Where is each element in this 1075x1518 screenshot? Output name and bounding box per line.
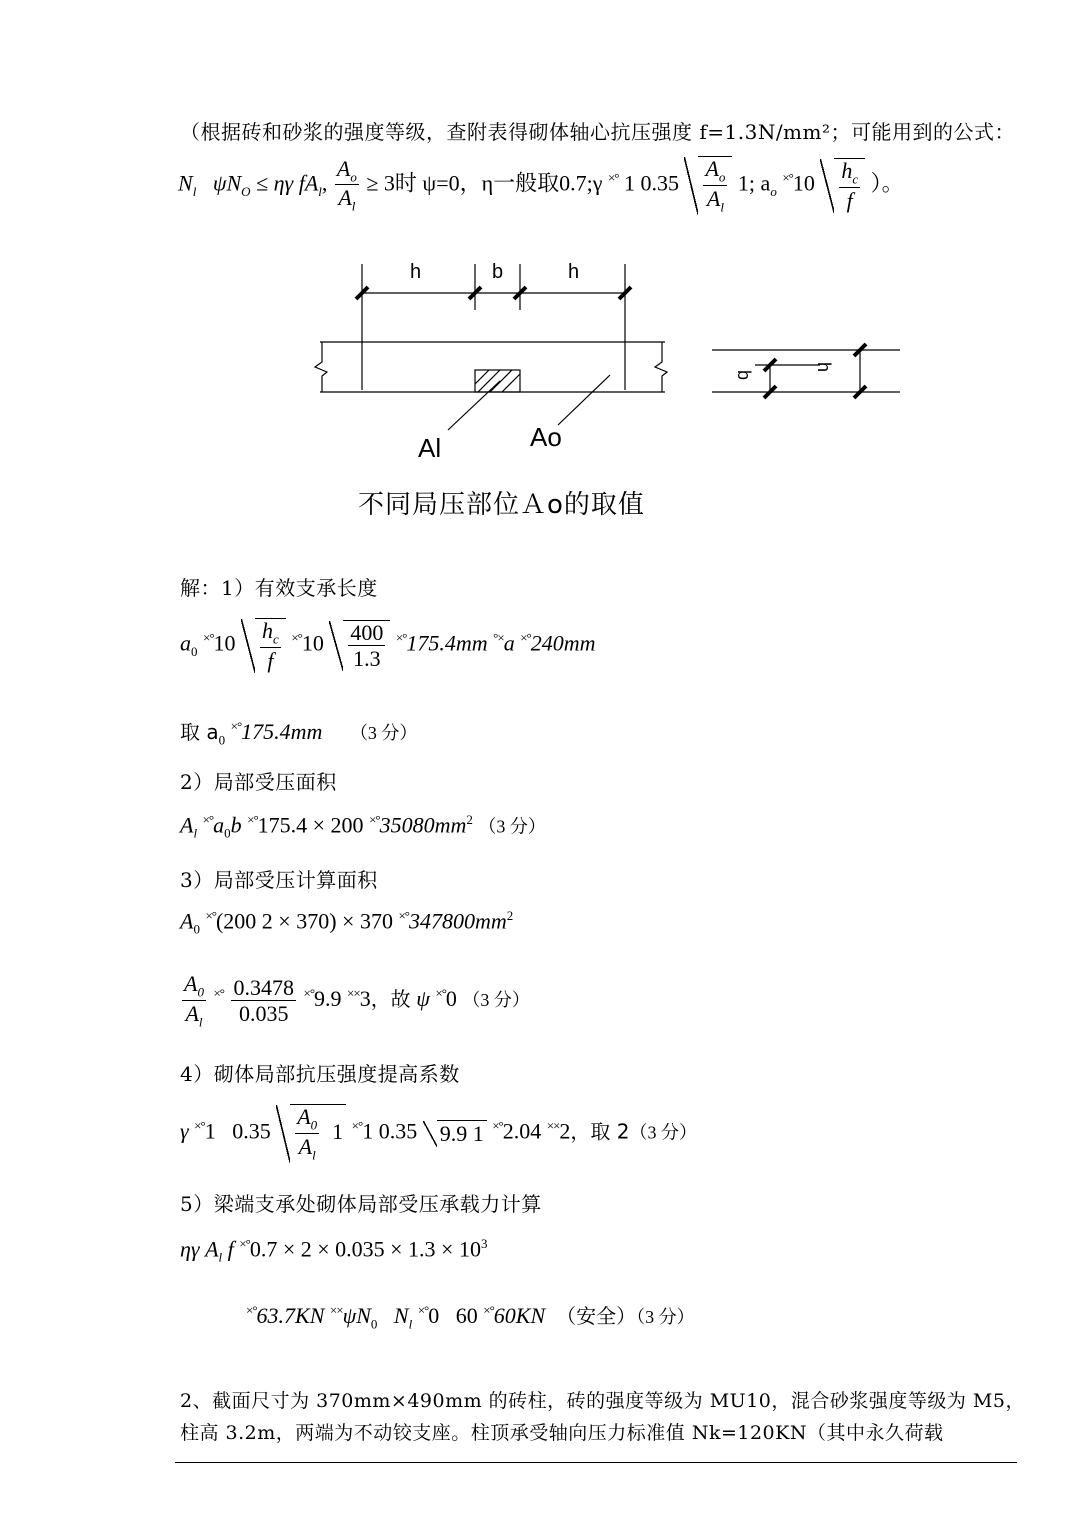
cap-safe: （安全） <box>556 1304 637 1328</box>
formula-gamma-rhs: 1 0.35 <box>623 170 679 196</box>
formula-ao-eq: 1; a <box>737 170 771 196</box>
al-score: （3 分） <box>478 816 546 837</box>
gamma-equation: γ ×°1 0.35 $\frac{A_0}{A_l}$ 1 ×°1 0.35 9.9 1 ×°2.04 ××2，取 2（3 分） <box>180 1104 697 1163</box>
intro-line: （根据砖和砂浆的强度等级，查附表得砌体轴心抗压强度 f=1.3N/mm²；可能用到的公式： <box>180 120 1016 144</box>
local-compression-figure <box>300 250 920 480</box>
cap-sixty: 60 <box>455 1303 478 1328</box>
capacity-equation: ηγ $A_l$ f $^{\times^\circ}0.7 \times 2 \times 0.035 \times 1.3 \times 10^3$ <box>180 1236 488 1265</box>
a0-lhs: a <box>180 630 191 656</box>
gamma-root: 9.9 1 <box>437 1120 487 1147</box>
dim-h1: h <box>410 261 422 283</box>
formula-line: $N_l$ $\psi N_O \le \eta\gamma$ $fA_l$, $\frac{A_o}{A_l}$ ≥ 3时 ψ=0，η一般取0.7;γ ×° 1 0.35 $\frac{A_o}{A_l}$ 1; $a_o$ ×°10 $\frac{h_c}{f}$ ）。 <box>178 155 904 215</box>
a0-c1: 10 <box>213 630 236 656</box>
take-a0-score: （3 分） <box>349 723 418 743</box>
cap-val: 63.7KN <box>256 1303 325 1328</box>
formula-end: ）。 <box>870 170 904 196</box>
ratio-den: 0.035 <box>238 1000 289 1026</box>
gamma-text: ，取 2 <box>570 1119 630 1144</box>
gamma-c: 0.35 <box>232 1118 271 1144</box>
cap-zero: 0 <box>428 1303 440 1328</box>
ratio-equation: $\frac{A_0}{A_l}$ ×° $\frac{0.3478}{0.035}$ ×°9.9 ××3，故 ψ ×°0 （3 分） <box>184 971 530 1030</box>
al-equation: $A_l$ $^{\times^\circ}a_0b$ ×°175.4 × 200 $^{\times^\circ}35080mm^2$ （3 分） <box>180 812 546 841</box>
ratio-psi: ψ <box>416 986 430 1012</box>
gamma-lhs: γ <box>180 1118 189 1144</box>
ratio-num: 0.3478 <box>233 974 294 1000</box>
a0-area-val: 347800mm <box>408 908 507 934</box>
a0-c2: 10 <box>301 630 324 656</box>
capacity-result: ×°63.7KN $^{\times\times}\psi N_0$ $N_l$ ×°0 60 ×°60KN （安全）（3 分） <box>246 1302 695 1332</box>
q2-line2: 柱高 3.2m，两端为不动铰支座。柱顶承受轴向压力标准值 Nk=120KN（其中永久荷载 <box>180 1422 944 1444</box>
al-val: 35080mm <box>379 812 467 838</box>
take-a0: 取 a <box>180 720 219 744</box>
formula-n: N <box>178 170 193 196</box>
label-al: Al <box>418 433 442 463</box>
side-h: h <box>814 362 834 373</box>
al-lhs: A <box>180 812 194 838</box>
cap-expr: 0.7 × 2 × 0.035 × 1.3 × 10 <box>249 1236 481 1262</box>
a0-den: 1.3 <box>353 645 381 671</box>
step2: 2）局部受压面积 <box>180 770 337 794</box>
a0-area-expr: (200 2 × 370) × 370 <box>215 908 393 934</box>
al-rhs: a <box>213 812 225 838</box>
footer-rule <box>175 1462 1017 1463</box>
cap-score: （3 分） <box>636 1307 695 1327</box>
label-ao: Ao <box>530 422 562 452</box>
al-rhs-b: b <box>230 812 242 838</box>
gamma-cmp: 2 <box>559 1118 571 1144</box>
cap-res: 60KN <box>493 1303 546 1328</box>
a0-area-lhs: A <box>180 908 194 934</box>
formula-ao-rhs: 10 <box>792 170 815 196</box>
a0-equation: $a_0$ ×°10 $\frac{h_c}{f}$ ×°10 $\frac{400}{1.3}$ ×°175.4mm °×a ×°240mm <box>180 618 596 673</box>
cap-lhs: ηγ A <box>180 1236 219 1262</box>
ratio-text: ，故 <box>370 987 411 1012</box>
a0-v1: 175.4mm <box>406 630 488 656</box>
a0-area-equation: $A_0$ ×°(200 2 × 370) × 370 $^{\times^\circ}347800mm^2$ <box>180 908 514 937</box>
a0-num: 400 <box>350 619 384 645</box>
gamma-minus1: 1 <box>332 1119 344 1145</box>
gamma-mid: 1 0.35 <box>362 1118 418 1144</box>
gamma-one: 1 <box>204 1118 216 1144</box>
side-b: b <box>734 370 754 381</box>
ratio-zero: 0 <box>445 986 457 1012</box>
solution-head: 解：1）有效支承长度 <box>180 576 378 600</box>
cap-lhs-f: f <box>227 1236 234 1262</box>
step4: 4）砌体局部抗压强度提高系数 <box>180 1062 460 1086</box>
step3: 3）局部受压计算面积 <box>180 868 378 892</box>
step5: 5）梁端支承处砌体局部受压承载力计算 <box>180 1192 542 1216</box>
dim-h2: h <box>568 261 580 283</box>
gamma-val: 2.04 <box>502 1118 542 1144</box>
formula-ineq: ≤ ηγ fA <box>256 170 319 196</box>
cap-psi: ψN <box>342 1303 371 1328</box>
figure-caption: 不同局压部位Ａo的取值 <box>358 490 645 520</box>
ratio-val: 9.9 <box>314 986 342 1012</box>
ratio-score: （3 分） <box>462 990 530 1011</box>
dim-b: b <box>492 261 504 283</box>
a0-v3: 240mm <box>530 630 596 656</box>
ratio-cmp: 3 <box>359 986 371 1012</box>
a0-v2: a <box>503 630 515 656</box>
formula-cond: ≥ 3时 ψ=0，η一般取0.7;γ <box>366 170 603 196</box>
take-a0-line: 取 $a_0$ ×°175.4mm （3 分） <box>180 718 418 748</box>
al-mid: 175.4 × 200 <box>257 812 364 838</box>
gamma-score: （3 分） <box>629 1122 697 1143</box>
formula-psi-n: ψN <box>212 170 242 196</box>
q2-line1: 2、截面尺寸为 370mm×490mm 的砖柱，砖的强度等级为 MU10，混合砂浆强度等级为 M5， <box>180 1390 1025 1412</box>
take-a0-val: 175.4mm <box>241 719 323 744</box>
cap-nl: N <box>393 1303 409 1328</box>
